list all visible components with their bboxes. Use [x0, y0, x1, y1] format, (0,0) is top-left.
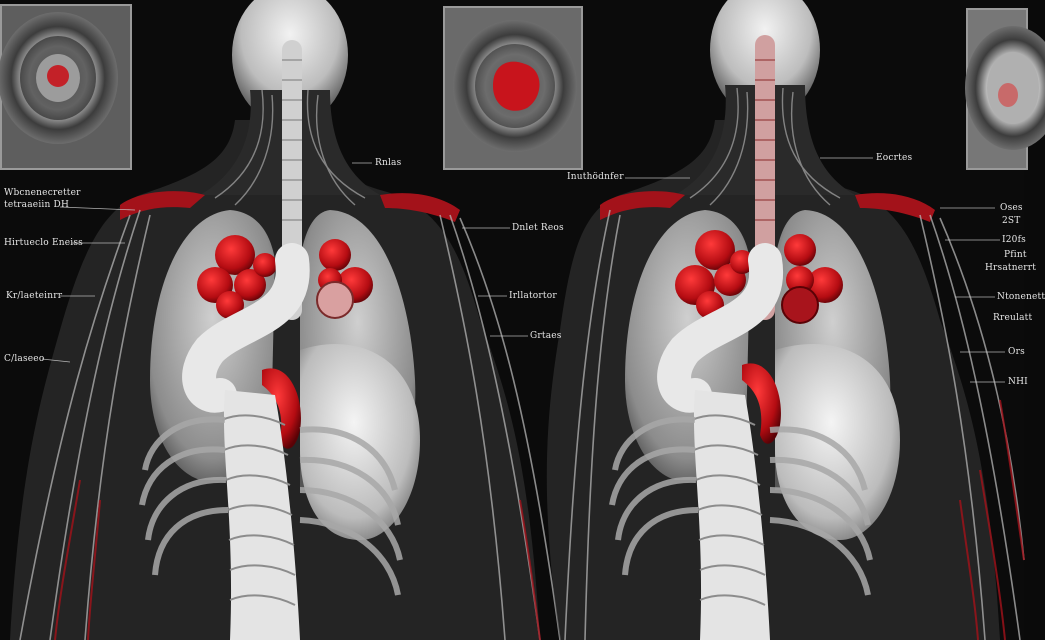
annotation-label: Rnlas: [375, 158, 402, 168]
annotation-label: Ntonenett: [997, 292, 1045, 302]
annotation-label: Kr/laeteinrr: [6, 291, 63, 301]
annotation-label: Hirtueclo Eneiss: [4, 238, 83, 248]
annotation-label: Inuthödnfer: [567, 172, 624, 182]
annotation-label: Eocrtes: [876, 153, 913, 163]
heart-nodule-right: [782, 287, 818, 323]
annotation-label: Ors: [1008, 347, 1025, 357]
tissue-section-image: [445, 8, 581, 168]
annotation-label: Wbcnenecretter: [4, 188, 81, 198]
annotation-label: Hrsatnerrt: [985, 263, 1037, 273]
annotation-label: Pfint: [1004, 250, 1027, 260]
tissue-inset-left: [0, 4, 132, 170]
heart-nodule-left: [317, 282, 353, 318]
annotation-label: Rreulatt: [993, 313, 1033, 323]
annotation-label: 2ST: [1002, 216, 1021, 226]
figure-right: [547, 0, 1024, 640]
tissue-inset-center: [443, 6, 583, 170]
annotation-label: tetraaeiin DH: [4, 200, 69, 210]
annotation-label: NHI: [1008, 377, 1028, 387]
tissue-section-image: [968, 10, 1026, 168]
annotation-label: Grtaes: [530, 331, 562, 341]
annotation-label: Oses: [1000, 203, 1023, 213]
tissue-inset-right: [966, 8, 1028, 170]
annotation-label: Dnlet Reos: [512, 223, 564, 233]
tissue-section-image: [2, 6, 130, 168]
annotation-label: I20fs: [1002, 235, 1026, 245]
annotation-label: C/laseeo: [4, 354, 45, 364]
annotation-label: Irllatortor: [509, 291, 557, 301]
